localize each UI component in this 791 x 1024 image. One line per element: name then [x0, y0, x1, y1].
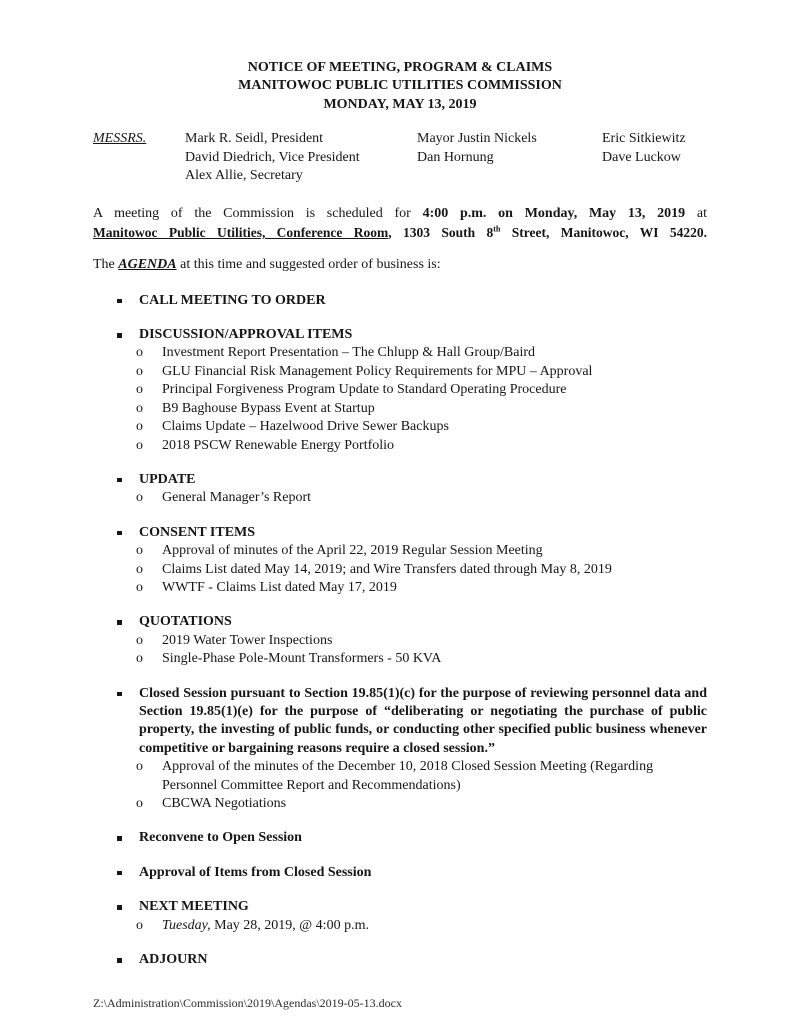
attendees-column-1: [185, 130, 417, 185]
agenda-section: [93, 524, 707, 598]
agenda-item-text: Investment Report Presentation – The Chlupp & Hall Group/Baird: [162, 345, 536, 361]
section-title: CALL MEETING TO ORDER: [139, 292, 326, 308]
o-bullet-icon: o: [136, 382, 143, 398]
file-path-footer: Z:\Administration\Commission\2019\Agendas\2019-05-13.docx: [93, 996, 402, 1010]
agenda-item-text: Claims List dated May 14, 2019; and Wire Transfers dated through May 8, 2019: [162, 561, 612, 577]
section-title-row: [93, 524, 707, 542]
o-bullet-icon: o: [136, 796, 143, 811]
agenda-item-text: B9 Baghouse Bypass Event at Startup: [162, 400, 375, 416]
agenda-item: [93, 344, 707, 362]
o-bullet-icon: o: [136, 543, 143, 559]
agenda-item-text: Approval of minutes of the April 22, 2019 Regular Session Meeting: [162, 543, 543, 559]
agenda-section: [93, 864, 707, 882]
agenda-item: [93, 795, 707, 813]
doc-title-line-1: NOTICE OF MEETING, PROGRAM & CLAIMS: [247, 60, 553, 75]
agenda-item-text: 2018 PSCW Renewable Energy Portfolio: [162, 437, 395, 453]
agenda-item: [93, 437, 707, 455]
agenda-item: [93, 363, 707, 381]
square-bullet-icon: [117, 836, 122, 841]
attendees-column-2: [417, 130, 602, 185]
agenda-item: [93, 758, 707, 795]
agenda-item: [93, 579, 707, 597]
agenda-section: [93, 898, 707, 935]
agenda-item: [93, 650, 707, 668]
agenda-item: [93, 418, 707, 436]
section-title: UPDATE: [139, 471, 196, 487]
agenda-section: [93, 326, 707, 455]
attendee-name: Mark R. Seidl, President: [185, 131, 324, 147]
square-bullet-icon: [117, 478, 122, 483]
agenda-section: [93, 685, 707, 814]
section-title: CONSENT ITEMS: [139, 524, 256, 540]
agenda-item: [93, 489, 707, 507]
section-title-row: [93, 898, 707, 916]
agenda-section: [93, 951, 707, 969]
section-items: [93, 917, 707, 935]
square-bullet-icon: [117, 531, 122, 536]
agenda-item: [93, 561, 707, 579]
agenda-item-text: Principal Forgiveness Program Update to Standard Operating Procedure: [162, 382, 567, 398]
agenda-item-text: Approval of the minutes of the December 10, 2018 Closed Session Meeting (Regarding Personnel Committee Report and Recommendations): [162, 759, 654, 793]
section-items: [93, 542, 707, 597]
meeting-notice-line-2: Manitowoc Public Utilities, Conference Room, 1303 South 8th Street, Manitowoc, WI 54220.: [93, 224, 707, 240]
agenda-item-text: Tuesday, May 28, 2019, @ 4:00 p.m.: [162, 917, 369, 933]
doc-title-line-3: MONDAY, MAY 13, 2019: [323, 96, 477, 112]
document-title: [93, 59, 707, 114]
agenda-item: [93, 400, 707, 418]
attendee-name: David Diedrich, Vice President: [185, 149, 360, 165]
meeting-notice-paragraph: [93, 205, 707, 242]
agenda-item-text: Claims Update – Hazelwood Drive Sewer Backups: [162, 419, 449, 435]
o-bullet-icon: o: [136, 759, 143, 775]
o-bullet-icon: o: [136, 345, 143, 361]
o-bullet-icon: o: [136, 437, 143, 453]
o-bullet-icon: o: [136, 400, 143, 416]
square-bullet-icon: [117, 871, 122, 876]
agenda-item-text: Single-Phase Pole-Mount Transformers - 50 KVA: [162, 651, 442, 667]
section-title-row: [93, 326, 707, 344]
section-title: Reconvene to Open Session: [139, 830, 302, 846]
agenda-sections: [93, 292, 707, 970]
o-bullet-icon: o: [136, 917, 143, 933]
o-bullet-icon: o: [136, 632, 143, 648]
section-title-row: [93, 613, 707, 631]
attendee-name: Dan Hornung: [417, 149, 494, 165]
o-bullet-icon: o: [136, 561, 143, 577]
section-title: DISCUSSION/APPROVAL ITEMS: [139, 327, 353, 343]
section-items: [93, 344, 707, 454]
section-title: QUOTATIONS: [139, 614, 232, 630]
section-items: [93, 632, 707, 669]
section-title-row: [93, 292, 707, 310]
agenda-item: [93, 632, 707, 650]
agenda-item: [93, 542, 707, 560]
o-bullet-icon: o: [136, 651, 143, 667]
attendee-name: Alex Allie, Secretary: [185, 168, 303, 184]
square-bullet-icon: [117, 299, 122, 304]
attendees-block: [93, 130, 707, 185]
agenda-item-text: GLU Financial Risk Management Policy Requirements for MPU – Approval: [162, 363, 593, 379]
messrs-label: MESSRS.: [93, 131, 147, 147]
square-bullet-icon: [117, 333, 122, 338]
square-bullet-icon: [117, 905, 122, 910]
agenda-section: [93, 829, 707, 847]
square-bullet-icon: [117, 692, 122, 697]
attendee-name: Eric Sitkiewitz: [602, 131, 686, 147]
section-title-row: [93, 864, 707, 882]
section-title: Approval of Items from Closed Session: [139, 864, 372, 880]
o-bullet-icon: o: [136, 419, 143, 435]
o-bullet-icon: o: [136, 490, 143, 506]
section-items: [93, 758, 707, 813]
o-bullet-icon: o: [136, 579, 143, 595]
agenda-section: [93, 471, 707, 508]
o-bullet-icon: o: [136, 363, 143, 379]
attendees-column-3: [602, 130, 707, 185]
doc-title-line-2: MANITOWOC PUBLIC UTILITIES COMMISSION: [238, 78, 562, 94]
section-title: ADJOURN: [139, 952, 208, 968]
agenda-section: [93, 613, 707, 668]
attendee-name: Mayor Justin Nickels: [417, 131, 537, 147]
attendee-name: Dave Luckow: [602, 149, 681, 165]
agenda-intro-line: The AGENDA at this time and suggested order of business is:: [93, 257, 441, 273]
section-title: NEXT MEETING: [139, 899, 249, 915]
agenda-section: [93, 292, 707, 310]
agenda-item: [93, 381, 707, 399]
section-title-row: [93, 471, 707, 489]
section-items: [93, 489, 707, 507]
square-bullet-icon: [117, 958, 122, 963]
agenda-item-text: CBCWA Negotiations: [162, 796, 287, 811]
agenda-item-text: General Manager’s Report: [162, 490, 312, 506]
meeting-notice-line-1: A meeting of the Commission is scheduled for 4:00 p.m. on Monday, May 13, 2019 at: [93, 206, 708, 222]
agenda-item-text: 2019 Water Tower Inspections: [162, 632, 333, 648]
section-title: Closed Session pursuant to Section 19.85(1)(c) for the purpose of reviewing personnel data and Section 19.85(1)(e) for the purpose of “deliberating or negotiating the purchase of public property, the investing of public funds, or conducting other specified public business whenever competitive or bargaining reasons require a closed session.”: [139, 685, 707, 756]
agenda-item: [93, 917, 707, 935]
section-title-row: [93, 685, 707, 759]
agenda-item-text: WWTF - Claims List dated May 17, 2019: [162, 579, 397, 595]
square-bullet-icon: [117, 620, 122, 625]
section-title-row: [93, 829, 707, 847]
section-title-row: [93, 951, 707, 969]
